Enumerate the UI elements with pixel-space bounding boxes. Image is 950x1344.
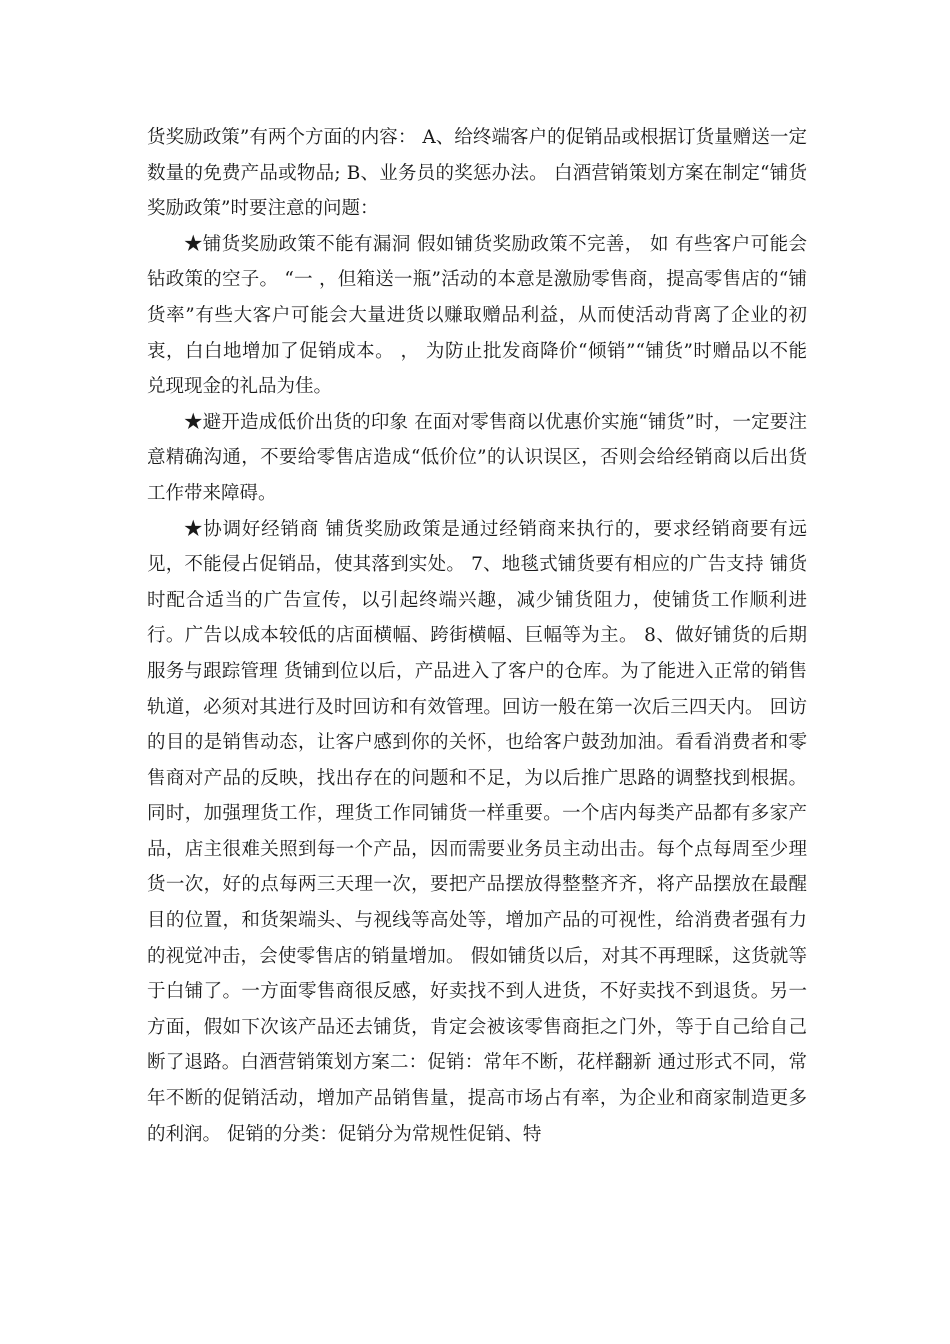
- paragraph-no-loopholes: ★铺货奖励政策不能有漏洞 假如铺货奖励政策不完善， 如 有些客户可能会钻政策的空子。 “一 ，但箱送一瓶”活动的本意是激励零售商，提高零售店的“铺货率”有些大客户可能会大量进货以赚取赠品利益，从而使活动背离了企业的初衷，白白地增加了促销成本。 ， 为防止批发商降价“倾销”“铺货”时赠品以不能兑现现金的礼品为佳。: [147, 233, 807, 398]
- paragraph-coordinate-distributors: ★协调好经销商 铺货奖励政策是通过经销商来执行的，要求经销商要有远见，不能侵占促销品，使其落到实处。 7、地毯式铺货要有相应的广告支持 铺货时配合适当的广告宣传，以引起终端兴趣，减少铺货阻力，使铺货工作顺利进行。广告以成本较低的店面横幅、跨街横幅、巨幅等为主。 8、做好铺货的后期服务与跟踪管理 货铺到位以后，产品进入了客户的仓库。为了能进入正常的销售轨道，必须对其进行及时回访和有效管理。回访一般在第一次后三四天内。 回访的目的是销售动态，让客户感到你的关怀，也给客户鼓劲加油。看看消费者和零售商对产品的反映，找出存在的问题和不足，为以后推广思路的调整找到根据。 同时，加强理货工作，理货工作同铺货一样重要。一个店内每类产品都有多家产品，店主很难关照到每一个产品，因而需要业务员主动出击。每个点每周至少理货一次，好的点每两三天理一次，要把产品摆放得整整齐齐，将产品摆放在最醒目的位置，和货架端头、与视线等高处等，增加产品的可视性，给消费者强有力的视觉冲击，会使零售店的销量增加。 假如铺货以后，对其不再理睬，这货就等于白铺了。一方面零售商很反感，好卖找不到人进货，不好卖找不到退货。另一方面，假如下次该产品还去铺货，肯定会被该零售商拒之门外，等于自己给自己断了退路。白酒营销策划方案二：促销：常年不断，花样翻新 通过形式不同，常年不断的促销活动，增加产品销售量，提高市场占有率，为企业和商家制造更多的利润。 促销的分类：促销分为常规性促销、特: [147, 518, 807, 1145]
- paragraph-avoid-low-price: ★避开造成低价出货的印象 在面对零售商以优惠价实施“铺货”时，一定要注意精确沟通，不要给零售店造成“低价位”的认识误区，否则会给经销商以后出货工作带来障碍。: [147, 411, 807, 504]
- document-body: [147, 120, 807, 1152]
- paragraph-continuation: 货奖励政策”有两个方面的内容： A、给终端客户的促销品或根据订货量赠送一定数量的免费产品或物品; B、业务员的奖惩办法。 白酒营销策划方案在制定“铺货奖励政策”时要注意的问题：: [147, 127, 807, 220]
